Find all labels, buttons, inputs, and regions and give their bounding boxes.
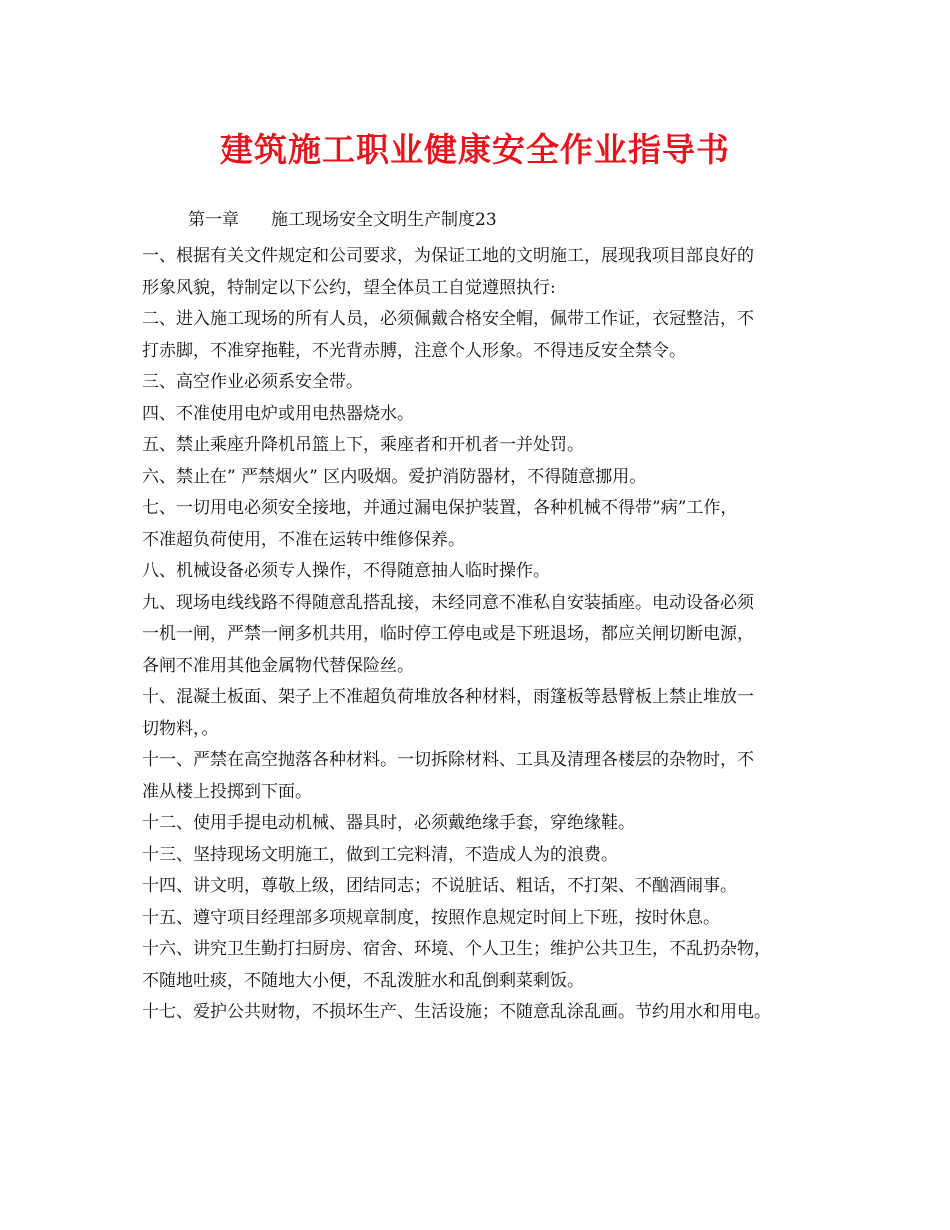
text-line: 十六、讲究卫生勤打扫厨房、宿舍、环境、个人卫生；维护公共卫生，不乱扔杂物，	[142, 939, 771, 959]
text-line: 五、禁止乘座升降机吊篮上下，乘座者和开机者一并处罚。	[142, 435, 584, 455]
chapter-number: 第一章	[188, 210, 239, 230]
text-line: 七、一切用电必须安全接地，并通过漏电保护装置，各种机械不得带”病”工作，	[142, 498, 738, 518]
text-line: 十七、爱护公共财物，不损坏生产、生活设施；不随意乱涂乱画。节约用水和用电。	[142, 1002, 771, 1022]
text-line: 十三、坚持现场文明施工，做到工完料清，不造成人为的浪费。	[142, 844, 618, 865]
text-line: 二、进入施工现场的所有人员，必须佩戴合格安全帽，佩带工作证，衣冠整洁，不	[142, 309, 754, 329]
text-line: 形象风貌，特制定以下公约，望全体员工自觉遵照执行:	[142, 277, 556, 298]
chapter-name: 施工现场安全文明生产制度23	[271, 210, 497, 230]
text-line: 八、机械设备必须专人操作，不得随意抽人临时操作。	[142, 561, 550, 581]
text-line: 一、根据有关文件规定和公司要求，为保证工地的文明施工，展现我项目部良好的	[142, 246, 754, 266]
text-line: 十五、遵守项目经理部多项规章制度，按照作息规定时间上下班，按时休息。	[142, 907, 720, 928]
text-line: 四、不准使用电炉或用电热器烧水。	[142, 403, 414, 424]
text-line: 一机一闸，严禁一闸多机共用，临时停工停电或是下班退场，都应关闸切断电源，	[142, 624, 754, 644]
text-line: 打赤脚，不准穿拖鞋，不光背赤膊，注意个人形象。不得违反安全禁令。	[142, 340, 686, 361]
text-line: 切物料，。	[142, 718, 219, 739]
text-line: 十、混凝土板面、架子上不准超负荷堆放各种材料，雨篷板等悬臂板上禁止堆放一	[142, 687, 754, 707]
text-line: 不随地吐痰，不随地大小便，不乱泼脏水和乱倒剩菜剩饭。	[142, 970, 584, 991]
chapter-heading	[188, 207, 497, 233]
text-line: 十二、使用手提电动机械、器具时，必须戴绝缘手套，穿绝缘鞋。	[142, 813, 635, 833]
document-body	[142, 241, 826, 1029]
text-line: 六、禁止在” 严禁烟火” 区内吸烟。爱护消防器材，不得随意挪用。	[142, 466, 647, 487]
text-line: 不准超负荷使用，不准在运转中维修保养。	[142, 529, 465, 550]
text-line: 十四、讲文明，尊敬上级，团结同志；不说脏话、粗话，不打架、不酗酒闹事。	[142, 876, 737, 896]
document-title: 建筑施工职业健康安全作业指导书	[220, 130, 730, 169]
text-line: 三、高空作业必须系安全带。	[142, 372, 363, 392]
text-line: 准从楼上投掷到下面。	[142, 781, 312, 802]
text-line: 十一、严禁在高空抛落各种材料。一切拆除材料、工具及清理各楼层的杂物时，不	[142, 750, 754, 770]
text-line: 各闸不准用其他金属物代替保险丝。	[142, 655, 414, 676]
text-line: 九、现场电线线路不得随意乱搭乱接，未经同意不准私自安装插座。电动设备必须	[142, 592, 754, 613]
